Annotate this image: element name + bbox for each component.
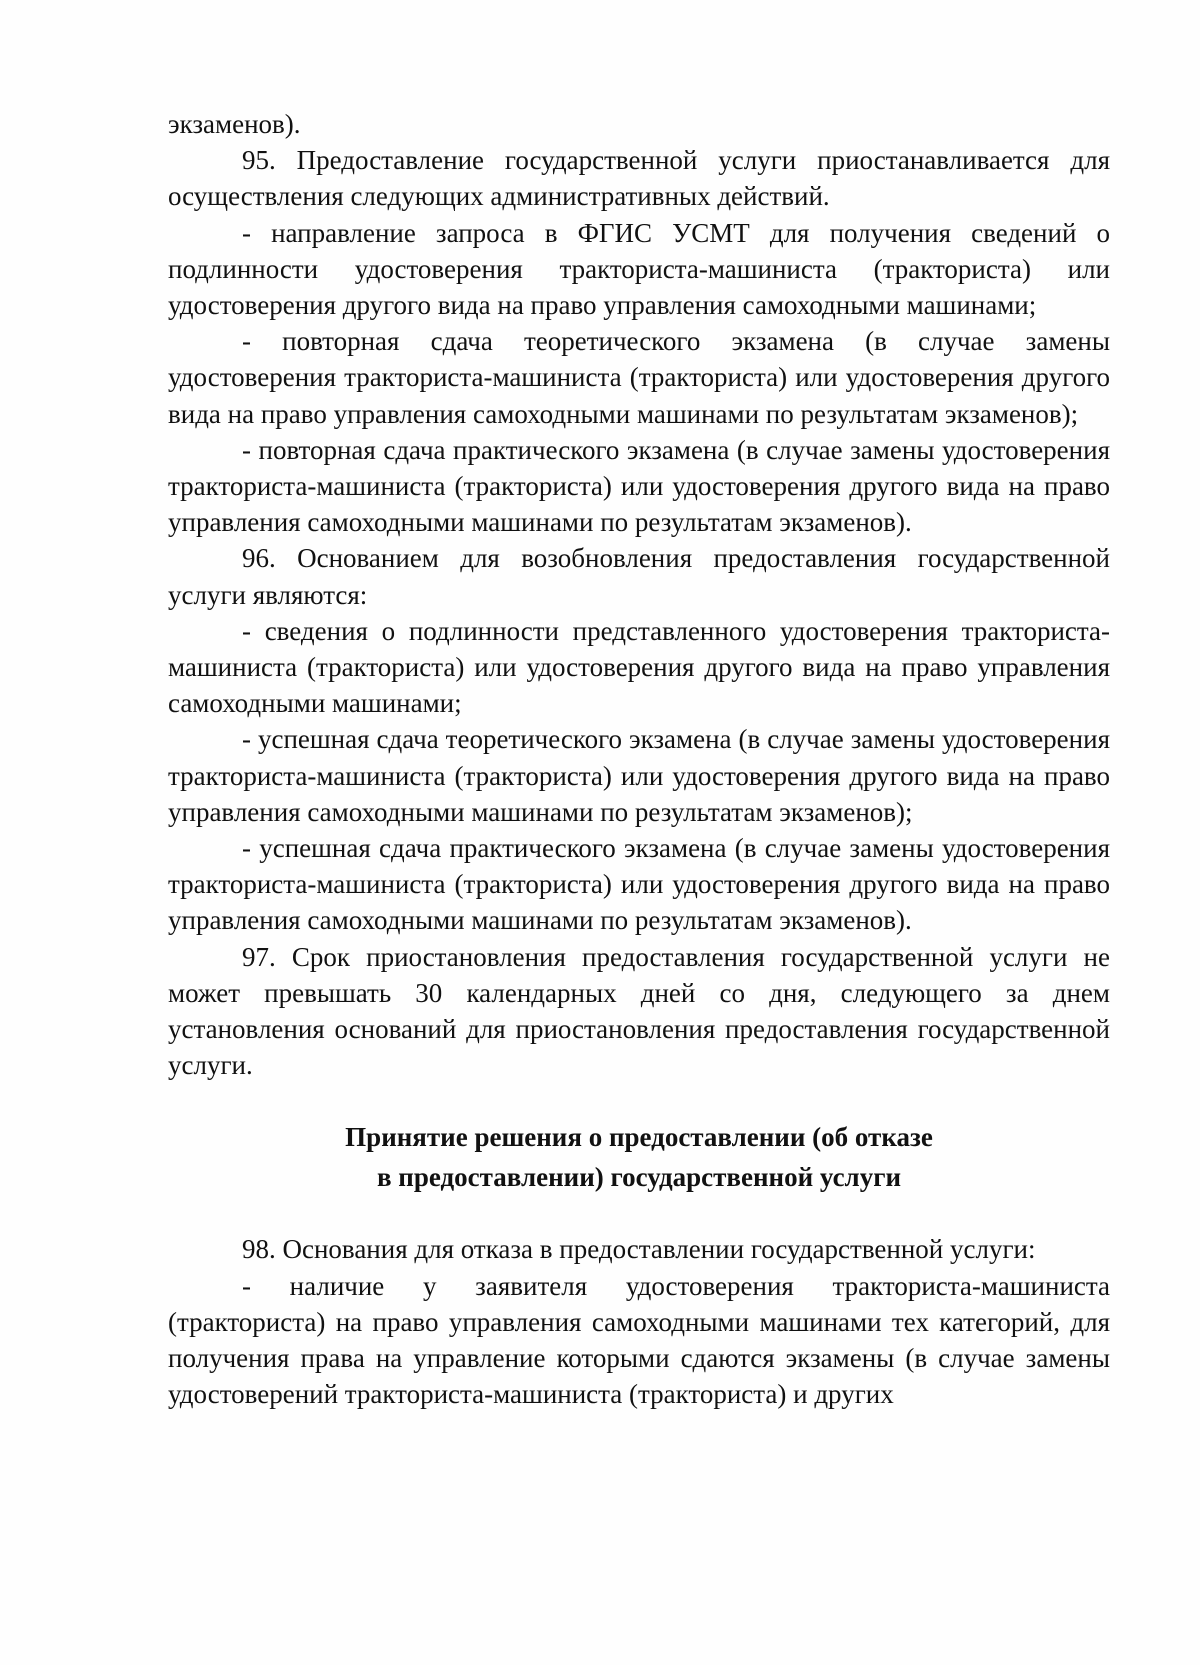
paragraph-continuation: экзаменов). bbox=[168, 109, 301, 139]
paragraph-95-item-3: - повторная сдача практического экзамена (в случае замены удостоверения тракториста-машиниста (тракториста) или удостоверения другого вида на право управления самоходными машинами по результатам экзаменов). bbox=[168, 434, 1110, 538]
document-body bbox=[168, 106, 1110, 1413]
section-heading bbox=[168, 1117, 1110, 1197]
paragraph-95-item-2: - повторная сдача теоретического экзамена (в случае замены удостоверения тракториста-машиниста (тракториста) или удостоверения другого вида на право управления самоходными машинами по результатам экзаменов); bbox=[168, 326, 1110, 429]
paragraph-95: 95. Предоставление государственной услуги приостанавливается для осуществления следующих административных действий. bbox=[168, 145, 1110, 212]
paragraph-98: 98. Основания для отказа в предоставлении государственной услуги: bbox=[242, 1234, 1036, 1265]
paragraph-96-item-2: - успешная сдача теоретического экзамена (в случае замены удостоверения тракториста-машиниста (тракториста) или удостоверения другого вида на право управления самоходными машинами по результатам экзаменов); bbox=[168, 724, 1110, 827]
section-heading-line-1: Принятие решения о предоставлении (об отказе bbox=[345, 1122, 933, 1153]
paragraph-96: 96. Основанием для возобновления предоставления государственной услуги являются: bbox=[168, 543, 1110, 610]
paragraph-96-item-3: - успешная сдача практического экзамена (в случае замены удостоверения тракториста-машиниста (тракториста) или удостоверения другого вида на право управления самоходными машинами по результатам экзаменов). bbox=[168, 833, 1110, 936]
section-heading-line-2: в предоставлении) государственной услуги bbox=[376, 1162, 902, 1193]
paragraph-96-item-1: - сведения о подлинности представленного удостоверения тракториста-машиниста (тракториста) или удостоверения другого вида на право управления самоходными машинами; bbox=[168, 615, 1110, 719]
paragraph-97: 97. Срок приостановления предоставления государственной услуги не может превышать 30 календарных дней со дня, следующего за днем установления оснований для приостановления предоставления государственной услуги. bbox=[168, 941, 1110, 1081]
paragraph-95-item-1: - направление запроса в ФГИС УСМТ для получения сведений о подлинности удостоверения тракториста-машиниста (тракториста) или удостоверения другого вида на право управления самоходными машинами; bbox=[168, 217, 1110, 321]
paragraph-98-item-1: - наличие у заявителя удостоверения тракториста-машиниста (тракториста) на право управления самоходными машинами тех категорий, для получения права на управление которыми сдаются экзамены (в случае замены удостоверений тракториста-машиниста (тракториста) и других bbox=[168, 1270, 1110, 1410]
